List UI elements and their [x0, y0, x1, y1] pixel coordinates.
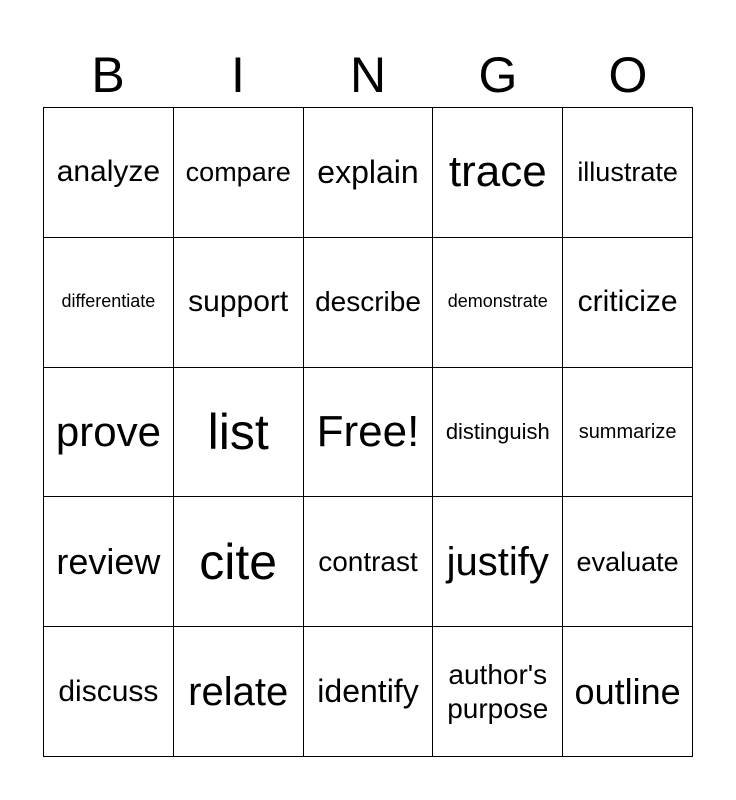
free-space-cell[interactable]: Free!: [304, 368, 434, 498]
bingo-cell[interactable]: analyze: [44, 108, 174, 238]
bingo-cell[interactable]: explain: [304, 108, 434, 238]
bingo-cell[interactable]: criticize: [563, 238, 693, 368]
bingo-cell[interactable]: list: [174, 368, 304, 498]
bingo-cell[interactable]: describe: [304, 238, 434, 368]
header-letter-n: N: [349, 47, 387, 103]
bingo-cell[interactable]: outline: [563, 627, 693, 757]
bingo-board: [43, 107, 693, 757]
bingo-cell[interactable]: review: [44, 497, 174, 627]
header-letter-g: G: [478, 47, 518, 103]
bingo-cell[interactable]: author's purpose: [433, 627, 563, 757]
header-letter-b: B: [91, 47, 125, 103]
header-letter-i: I: [231, 47, 245, 103]
bingo-cell[interactable]: illustrate: [563, 108, 693, 238]
bingo-cell[interactable]: contrast: [304, 497, 434, 627]
bingo-cell[interactable]: identify: [304, 627, 434, 757]
bingo-cell[interactable]: relate: [174, 627, 304, 757]
bingo-cell[interactable]: compare: [174, 108, 304, 238]
bingo-cell[interactable]: prove: [44, 368, 174, 498]
bingo-cell[interactable]: trace: [433, 108, 563, 238]
bingo-cell[interactable]: distinguish: [433, 368, 563, 498]
bingo-cell[interactable]: demonstrate: [433, 238, 563, 368]
bingo-cell[interactable]: cite: [174, 497, 304, 627]
bingo-cell[interactable]: differentiate: [44, 238, 174, 368]
bingo-cell[interactable]: evaluate: [563, 497, 693, 627]
bingo-cell[interactable]: justify: [433, 497, 563, 627]
bingo-cell[interactable]: support: [174, 238, 304, 368]
header-letter-o: O: [608, 47, 648, 103]
bingo-header: [43, 44, 693, 106]
bingo-cell[interactable]: summarize: [563, 368, 693, 498]
bingo-cell[interactable]: discuss: [44, 627, 174, 757]
